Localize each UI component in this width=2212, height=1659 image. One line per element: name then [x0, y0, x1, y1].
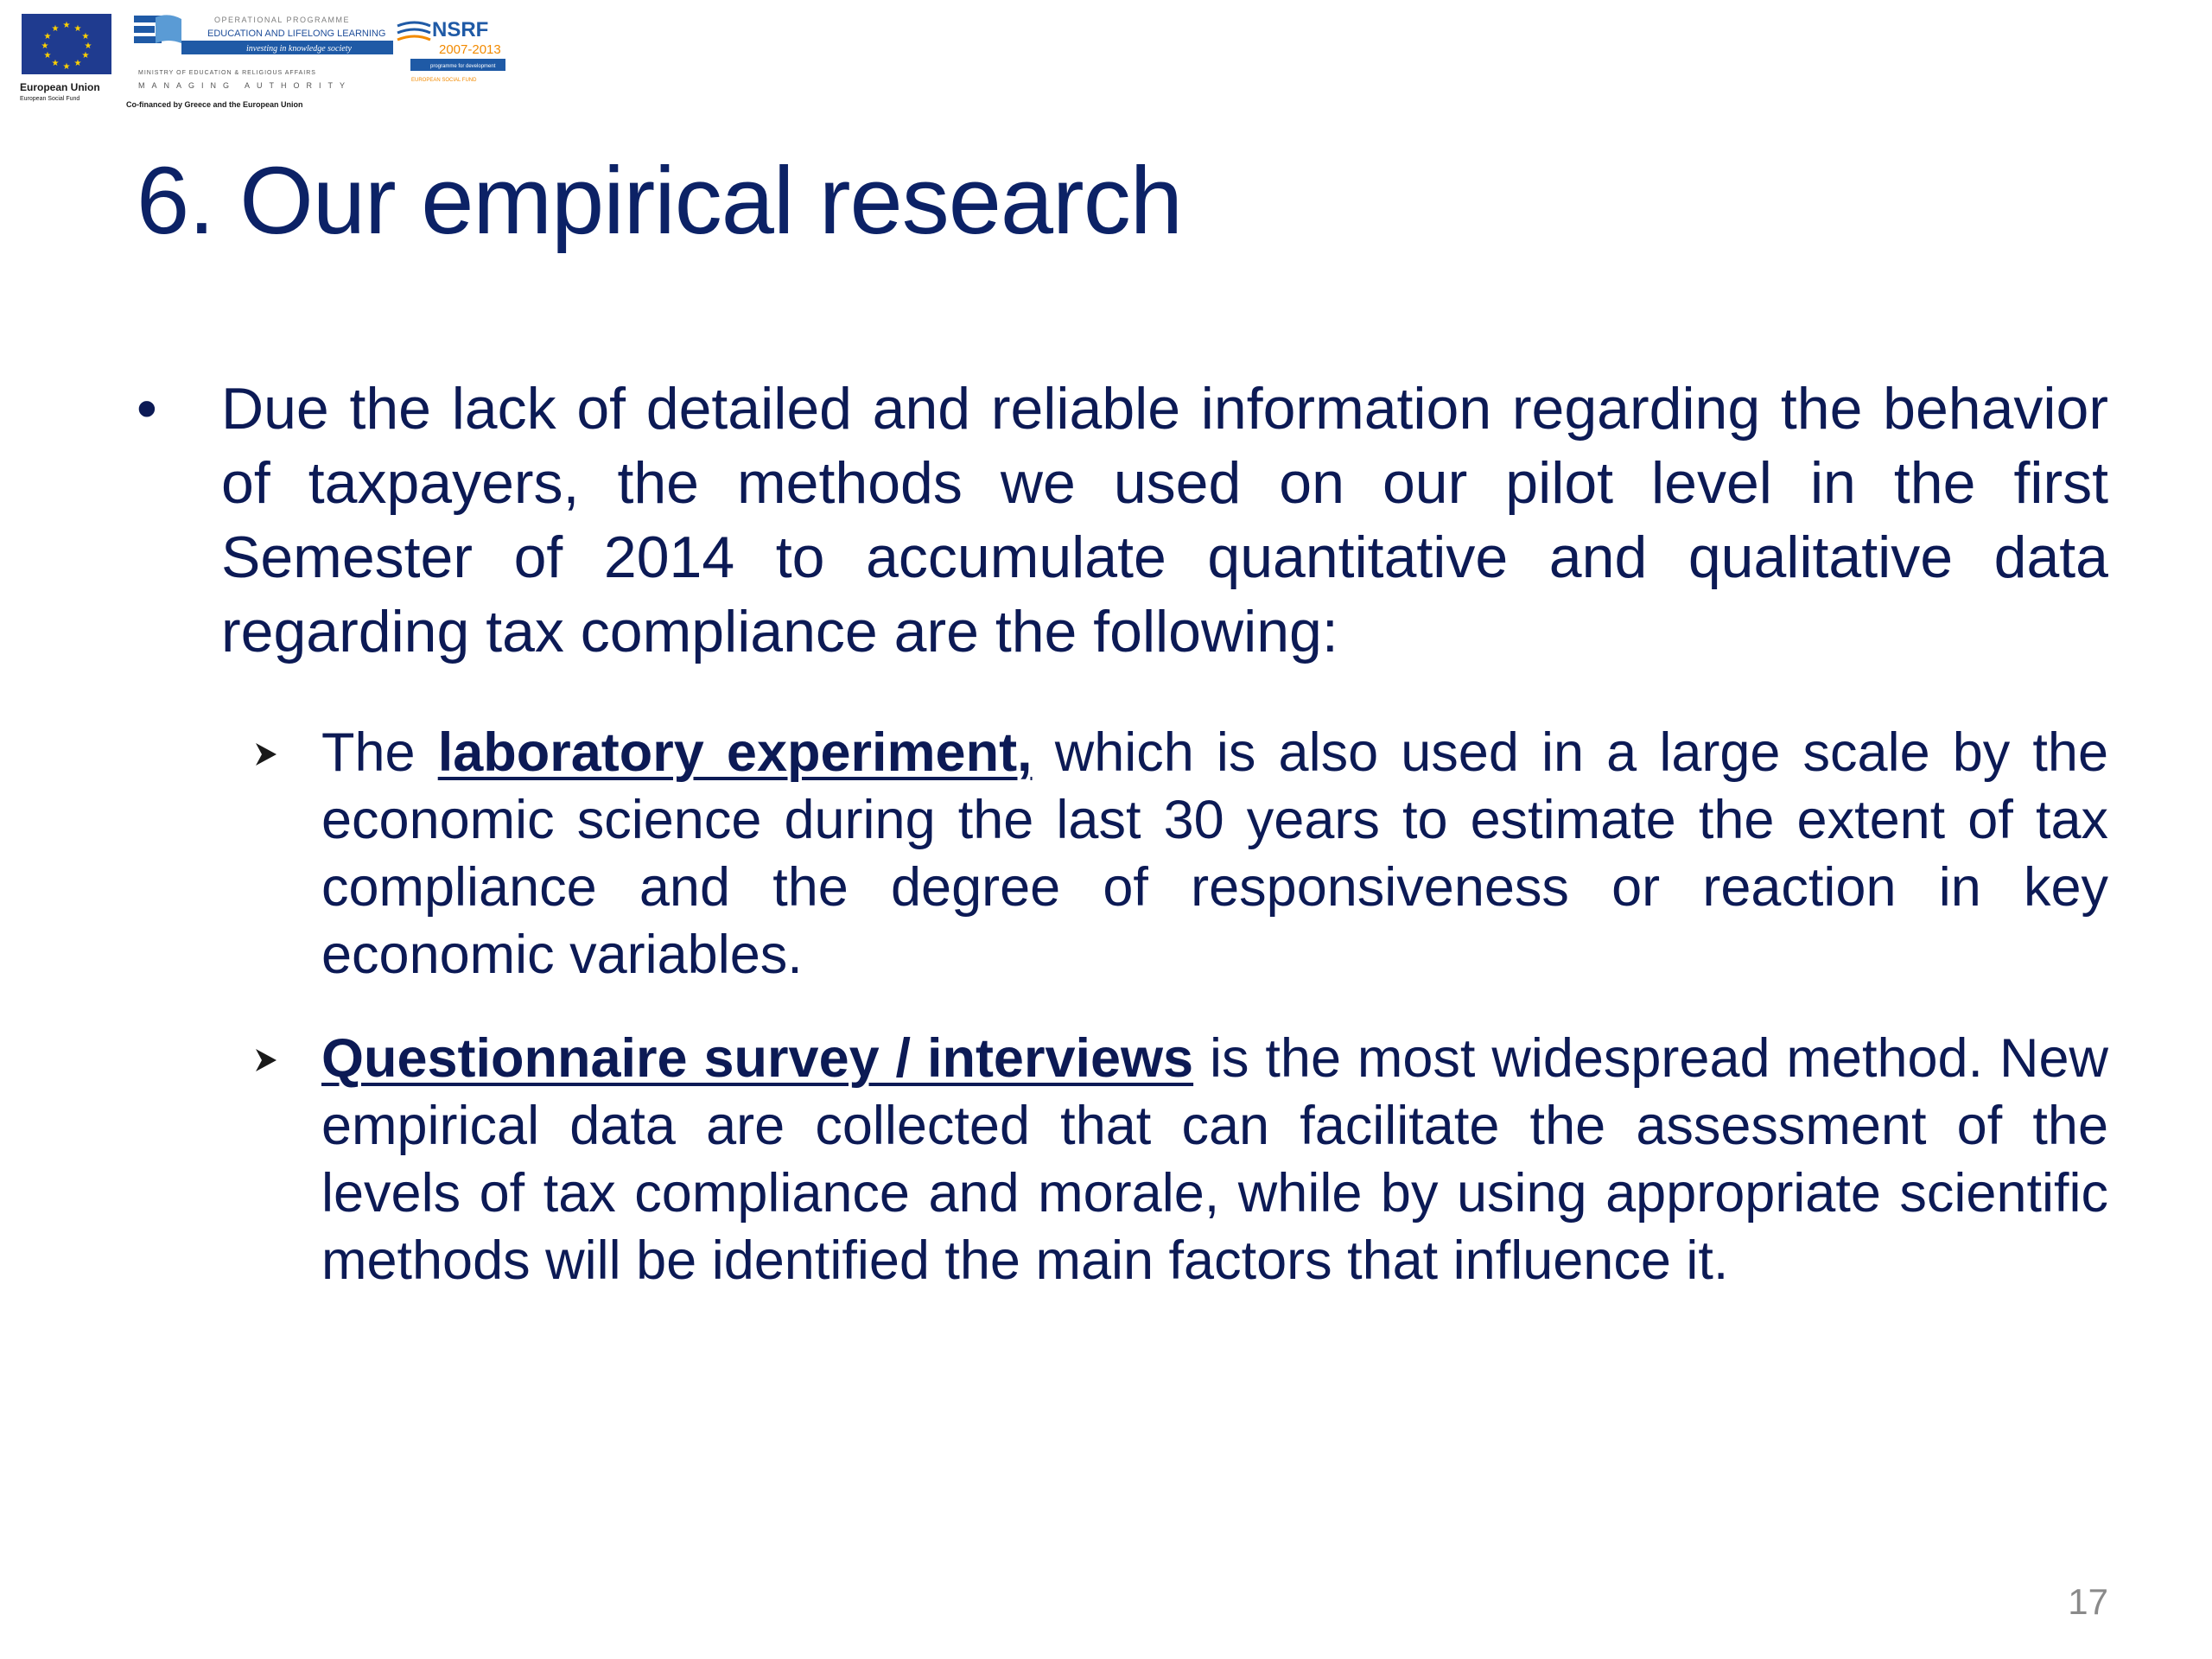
nsrf-years-label: 2007-2013 — [439, 42, 501, 57]
svg-text:★: ★ — [81, 51, 90, 60]
nsrf-fund-label: EUROPEAN SOCIAL FUND — [411, 78, 477, 83]
programme-top-label: OPERATIONAL PROGRAMME — [214, 16, 351, 24]
page-number: 17 — [2068, 1581, 2108, 1622]
svg-text:★: ★ — [73, 24, 82, 34]
sub-bullet-questionnaire-survey — [251, 1025, 2108, 1294]
sub-bullet-list — [251, 719, 2108, 1294]
bullet-dot-icon: • — [137, 376, 157, 442]
svg-text:★: ★ — [51, 59, 60, 68]
svg-text:★: ★ — [43, 32, 52, 41]
nsrf-name-label: NSRF — [432, 18, 489, 41]
main-bullet — [130, 372, 2108, 669]
emphasis-laboratory-experiment: laboratory experiment, — [437, 722, 1033, 783]
svg-text:★: ★ — [81, 32, 90, 41]
svg-text:★: ★ — [62, 21, 71, 30]
arrowhead-bullet-icon — [251, 740, 282, 769]
emphasis-questionnaire-survey: Questionnaire survey / interviews — [321, 1028, 1194, 1089]
main-bullet-text: Due the lack of detailed and reliable information regarding the behavior of taxpayers, the methods we used on our pilot level in the first Semester of 2014 to accumulate quantitative and qualitative data regarding tax compliance are the following: — [221, 376, 2108, 664]
svg-text:★: ★ — [73, 59, 82, 68]
programme-slogan-label: investing in knowledge society — [246, 44, 352, 54]
svg-text:★: ★ — [84, 41, 92, 51]
sub-bullet-lead: The — [321, 722, 438, 783]
ministry-label: MINISTRY OF EDUCATION & RELIGIOUS AFFAIRS — [138, 70, 316, 76]
svg-text:★: ★ — [51, 24, 60, 34]
programme-logo — [126, 15, 393, 109]
sub-bullet-text: which is also used in a large scale by the economic science during the last 30 years to estimate the extent of tax compliance and the degree of responsiveness or reaction in key economic variables. — [321, 722, 2109, 985]
programme-main-label: EDUCATION AND LIFELONG LEARNING — [207, 29, 386, 39]
nsrf-logo — [397, 18, 505, 83]
arrowhead-bullet-icon — [251, 1046, 282, 1075]
svg-text:★: ★ — [41, 41, 49, 51]
nsrf-sub-label: programme for development — [430, 64, 496, 69]
authority-label: MANAGING AUTHORITY — [138, 81, 353, 90]
eu-flag-logo — [20, 14, 111, 102]
eu-fund-label: European Social Fund — [20, 96, 80, 102]
sub-bullet-text: is the most widespread method. New empirical data are collected that can facilitate the assessment of the levels of tax compliance and morale, while by using appropriate scientific methods will be identified the main factors that influence it. — [321, 1028, 2108, 1291]
sub-bullet-laboratory-experiment — [251, 719, 2108, 988]
sponsor-logos — [17, 10, 510, 123]
cofinanced-label: Co-financed by Greece and the European Union — [126, 100, 303, 109]
eu-name-label: European Union — [20, 81, 100, 93]
slide-title: 6. Our empirical research — [137, 148, 1182, 254]
svg-text:★: ★ — [43, 51, 52, 60]
svg-text:★: ★ — [62, 62, 71, 72]
slide-content — [130, 372, 2108, 1331]
